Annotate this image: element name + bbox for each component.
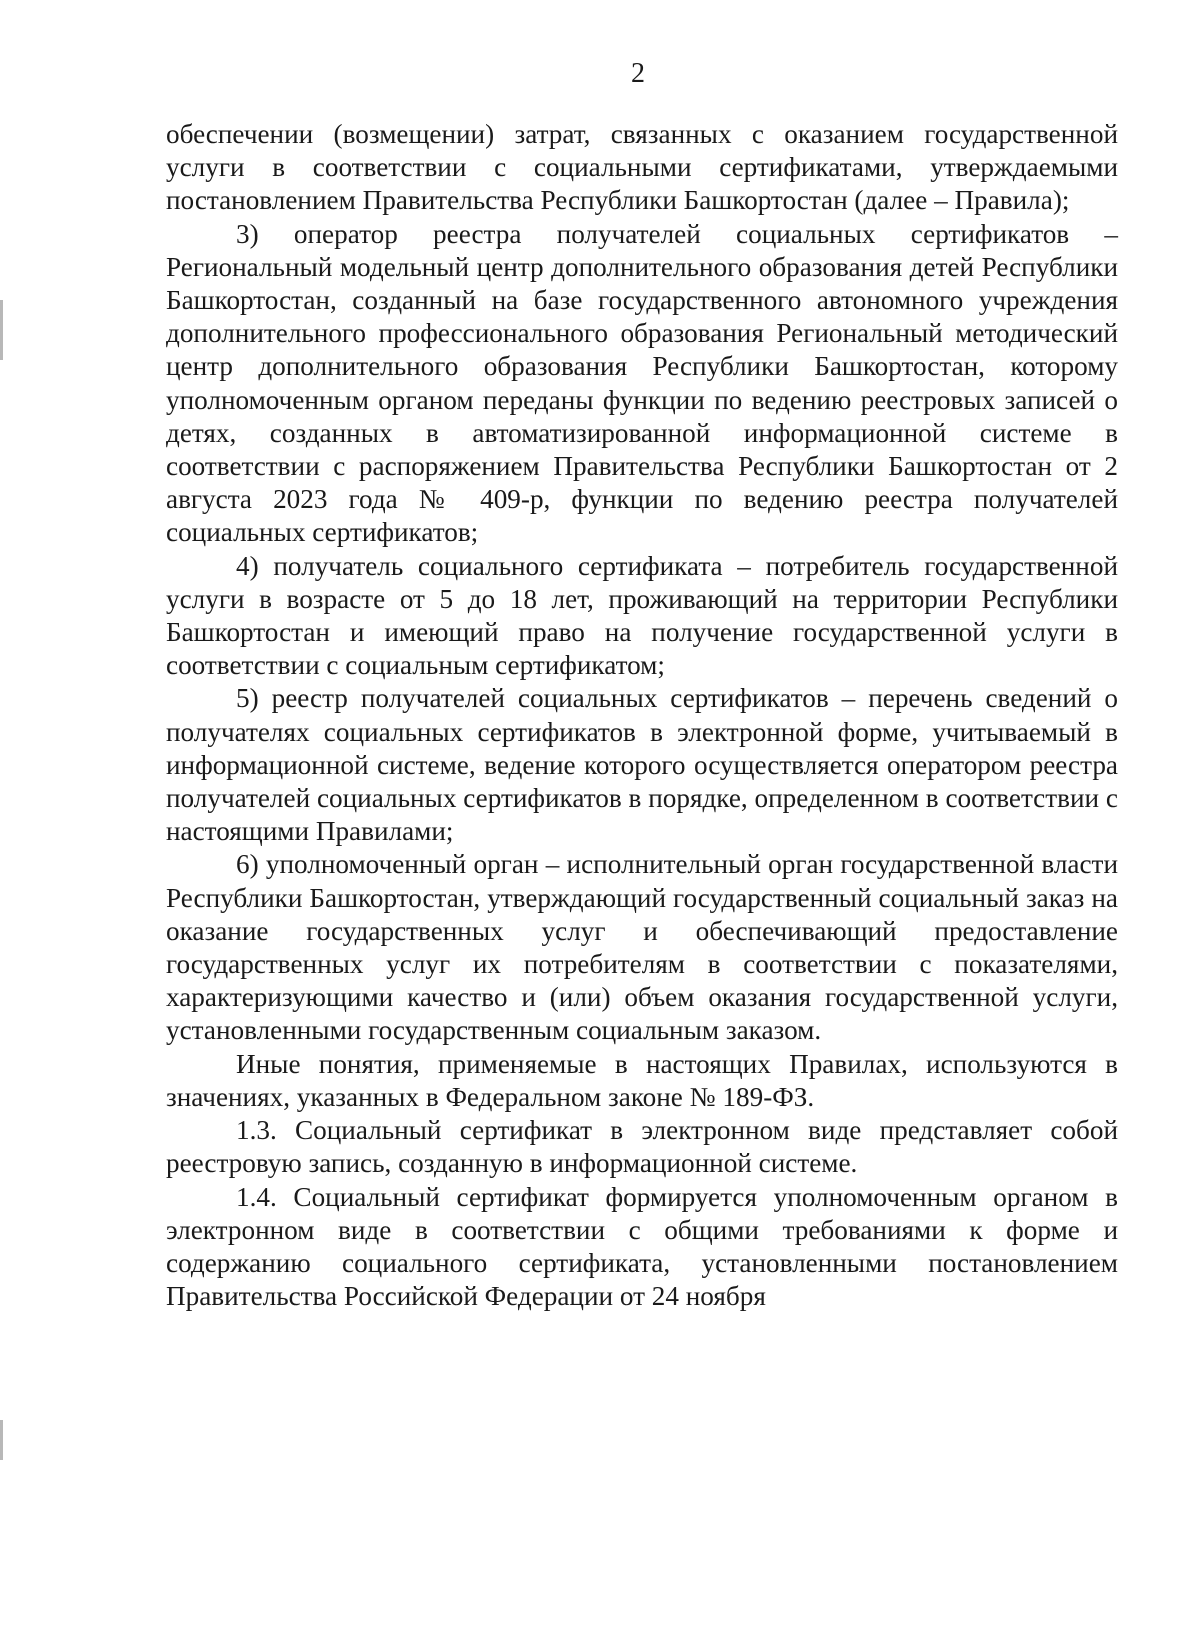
page-number: 2 — [631, 58, 645, 89]
paragraph-item-4: 4) получатель социального сертификата – потребитель государственной услуги в возрасте от 5 до 18 лет, проживающий на территории Республики Башкортостан и имеющий право на получение государственной услуги в соответствии с социальным сертификатом; — [166, 550, 1118, 681]
scan-edge-mark-top — [0, 300, 3, 360]
paragraph-item-5: 5) реестр получателей социальных сертификатов – перечень сведений о получателях социальных сертификатов в электронной форме, учитываемый в информационной системе, ведение которого осуществляется оператором реестра получателей социальных сертификатов в порядке, определенном в соответствии с настоящими Правилами; — [166, 683, 1118, 847]
paragraph-1-3: 1.3. Социальный сертификат в электронном виде представляет собой реестровую запись, созданную в информационной системе. — [166, 1115, 1118, 1179]
scan-edge-mark-bottom — [0, 1420, 3, 1460]
paragraph-item-6: 6) уполномоченный орган – исполнительный орган государственной власти Республики Башкортостан, утверждающий государственный социальный заказ на оказание государственных услуг и обеспечивающий предоставление государственных услуг их потребителям в соответствии с показателями, характеризующими качество и (или) объем оказания государственной услуги, установленными государственным социальным заказом. — [166, 849, 1118, 1046]
paragraph-1-4: 1.4. Социальный сертификат формируется уполномоченным органом в электронном виде в соответствии с общими требованиями к форме и содержанию социального сертификата, установленными постановлением Правительства Российской Федерации от 24 ноября — [166, 1181, 1118, 1312]
paragraph-item-3: 3) оператор реестра получателей социальных сертификатов – Региональный модельный центр дополнительного образования детей Республики Башкортостан, созданный на базе государственного автономного учреждения дополнительного профессионального образования Региональный методический центр дополнительного образования Республики Башкортостан, которому уполномоченным органом переданы функции по ведению реестровых записей о детях, созданных в автоматизированной информационной системе в соответствии с распоряжением Правительства Республики Башкортостан от 2 августа 2023 года № 409-р, функции по ведению реестра получателей социальных сертификатов; — [166, 218, 1118, 548]
paragraph-continuation: обеспечении (возмещении) затрат, связанных с оказанием государственной услуги в соответствии с социальными сертификатами, утверждаемыми постановлением Правительства Республики Башкортостан (далее – Правила); — [166, 119, 1118, 216]
paragraph-other-terms: Иные понятия, применяемые в настоящих Правилах, используются в значениях, указанных в Федеральном законе № 189-ФЗ. — [166, 1048, 1118, 1112]
document-body — [166, 118, 1118, 1313]
